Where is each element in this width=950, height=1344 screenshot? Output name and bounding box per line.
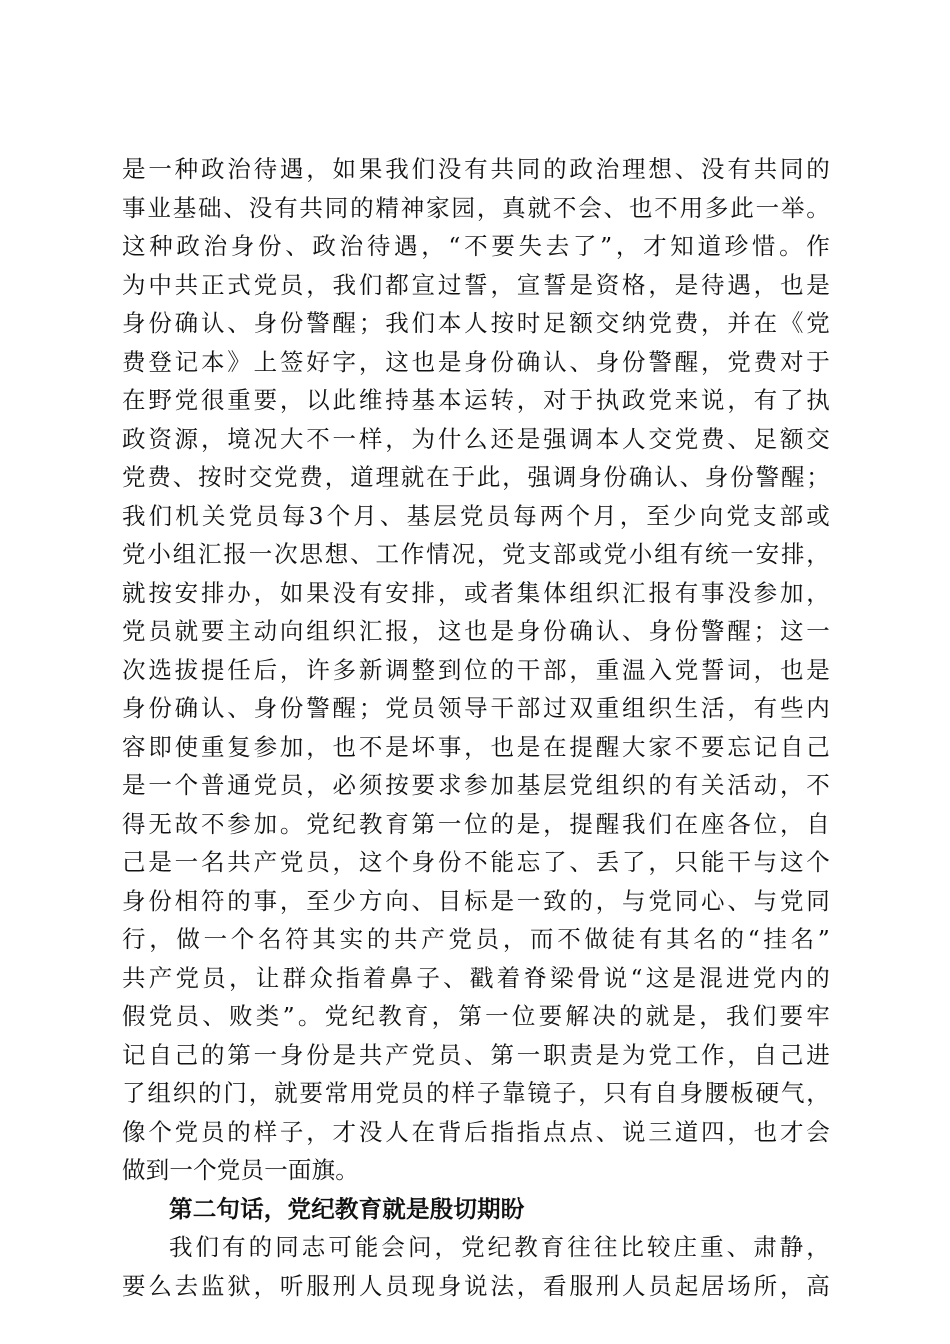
document-body xyxy=(122,150,830,1305)
text-line: 做到一个党员一面旗。 xyxy=(122,1156,359,1184)
text-line: 身份确认、身份警醒；党员领导干部过双重组织生活，有些内 xyxy=(122,694,830,722)
text-line: 党员就要主动向组织汇报，这也是身份确认、身份警醒；这一 xyxy=(122,617,830,645)
text-line: 假党员、败类”。党纪教育，第一位要解决的就是，我们要牢 xyxy=(122,1002,830,1030)
text-line: 像个党员的样子，才没人在背后指指点点、说三道四，也才会 xyxy=(122,1117,830,1146)
text-line: 费登记本》上签好字，这也是身份确认、身份警醒，党费对于 xyxy=(122,347,830,376)
text-line: 我们机关党员每3个月、基层党员每两个月，至少向党支部或 xyxy=(122,501,830,530)
text-line: 这种政治身份、政治待遇，“不要失去了”，才知道珍惜。作 xyxy=(122,232,830,260)
text-line: 政资源，境况大不一样，为什么还是强调本人交党费、足额交 xyxy=(122,424,830,453)
text-line: 我们有的同志可能会问，党纪教育往往比较庄重、肃静， xyxy=(169,1233,830,1261)
text-line: 得无故不参加。党纪教育第一位的是，提醒我们在座各位，自 xyxy=(122,809,830,838)
text-line: 在野党很重要，以此维持基本运转，对于执政党来说，有了执 xyxy=(122,386,830,414)
text-line: 了组织的门，就要常用党员的样子靠镜子，只有自身腰板硬气， xyxy=(122,1079,830,1107)
text-line: 己是一名共产党员，这个身份不能忘了、丢了，只能干与这个 xyxy=(122,848,830,876)
section-heading: 第二句话，党纪教育就是殷切期盼 xyxy=(169,1194,525,1223)
text-line: 是一种政治待遇，如果我们没有共同的政治理想、没有共同的 xyxy=(122,155,830,183)
paragraph-earnest-expectation xyxy=(122,1228,830,1305)
text-line: 党小组汇报一次思想、工作情况，党支部或党小组有统一安排， xyxy=(122,540,830,568)
text-line: 是一个普通党员，必须按要求参加基层党组织的有关活动，不 xyxy=(122,771,830,799)
text-line: 身份相符的事，至少方向、目标是一致的，与党同心、与党同 xyxy=(122,886,830,915)
text-line: 次选拔提任后，许多新调整到位的干部，重温入党誓词，也是 xyxy=(122,655,830,684)
text-line: 记自己的第一身份是共产党员、第一职责是为党工作，自己进 xyxy=(122,1040,830,1069)
text-line: 身份确认、身份警醒；我们本人按时足额交纳党费，并在《党 xyxy=(122,309,830,337)
text-line: 共产党员，让群众指着鼻子、戳着脊梁骨说“这是混进党内的 xyxy=(122,963,830,992)
text-line: 为中共正式党员，我们都宣过誓，宣誓是资格，是待遇，也是 xyxy=(122,270,830,299)
text-line: 党费、按时交党费，道理就在于此，强调身份确认、身份警醒； xyxy=(122,463,830,491)
text-line: 就按安排办，如果没有安排，或者集体组织汇报有事没参加， xyxy=(122,578,830,607)
text-line: 事业基础、没有共同的精神家园，真就不会、也不用多此一举。 xyxy=(122,193,830,222)
text-line: 要么去监狱，听服刑人员现身说法，看服刑人员起居场所，高 xyxy=(122,1271,830,1300)
text-line: 行，做一个名符其实的共产党员，而不做徒有其名的“挂名” xyxy=(122,925,830,953)
paragraph-party-identity xyxy=(122,150,830,1190)
text-line: 容即使重复参加，也不是坏事，也是在提醒大家不要忘记自己 xyxy=(122,732,830,761)
